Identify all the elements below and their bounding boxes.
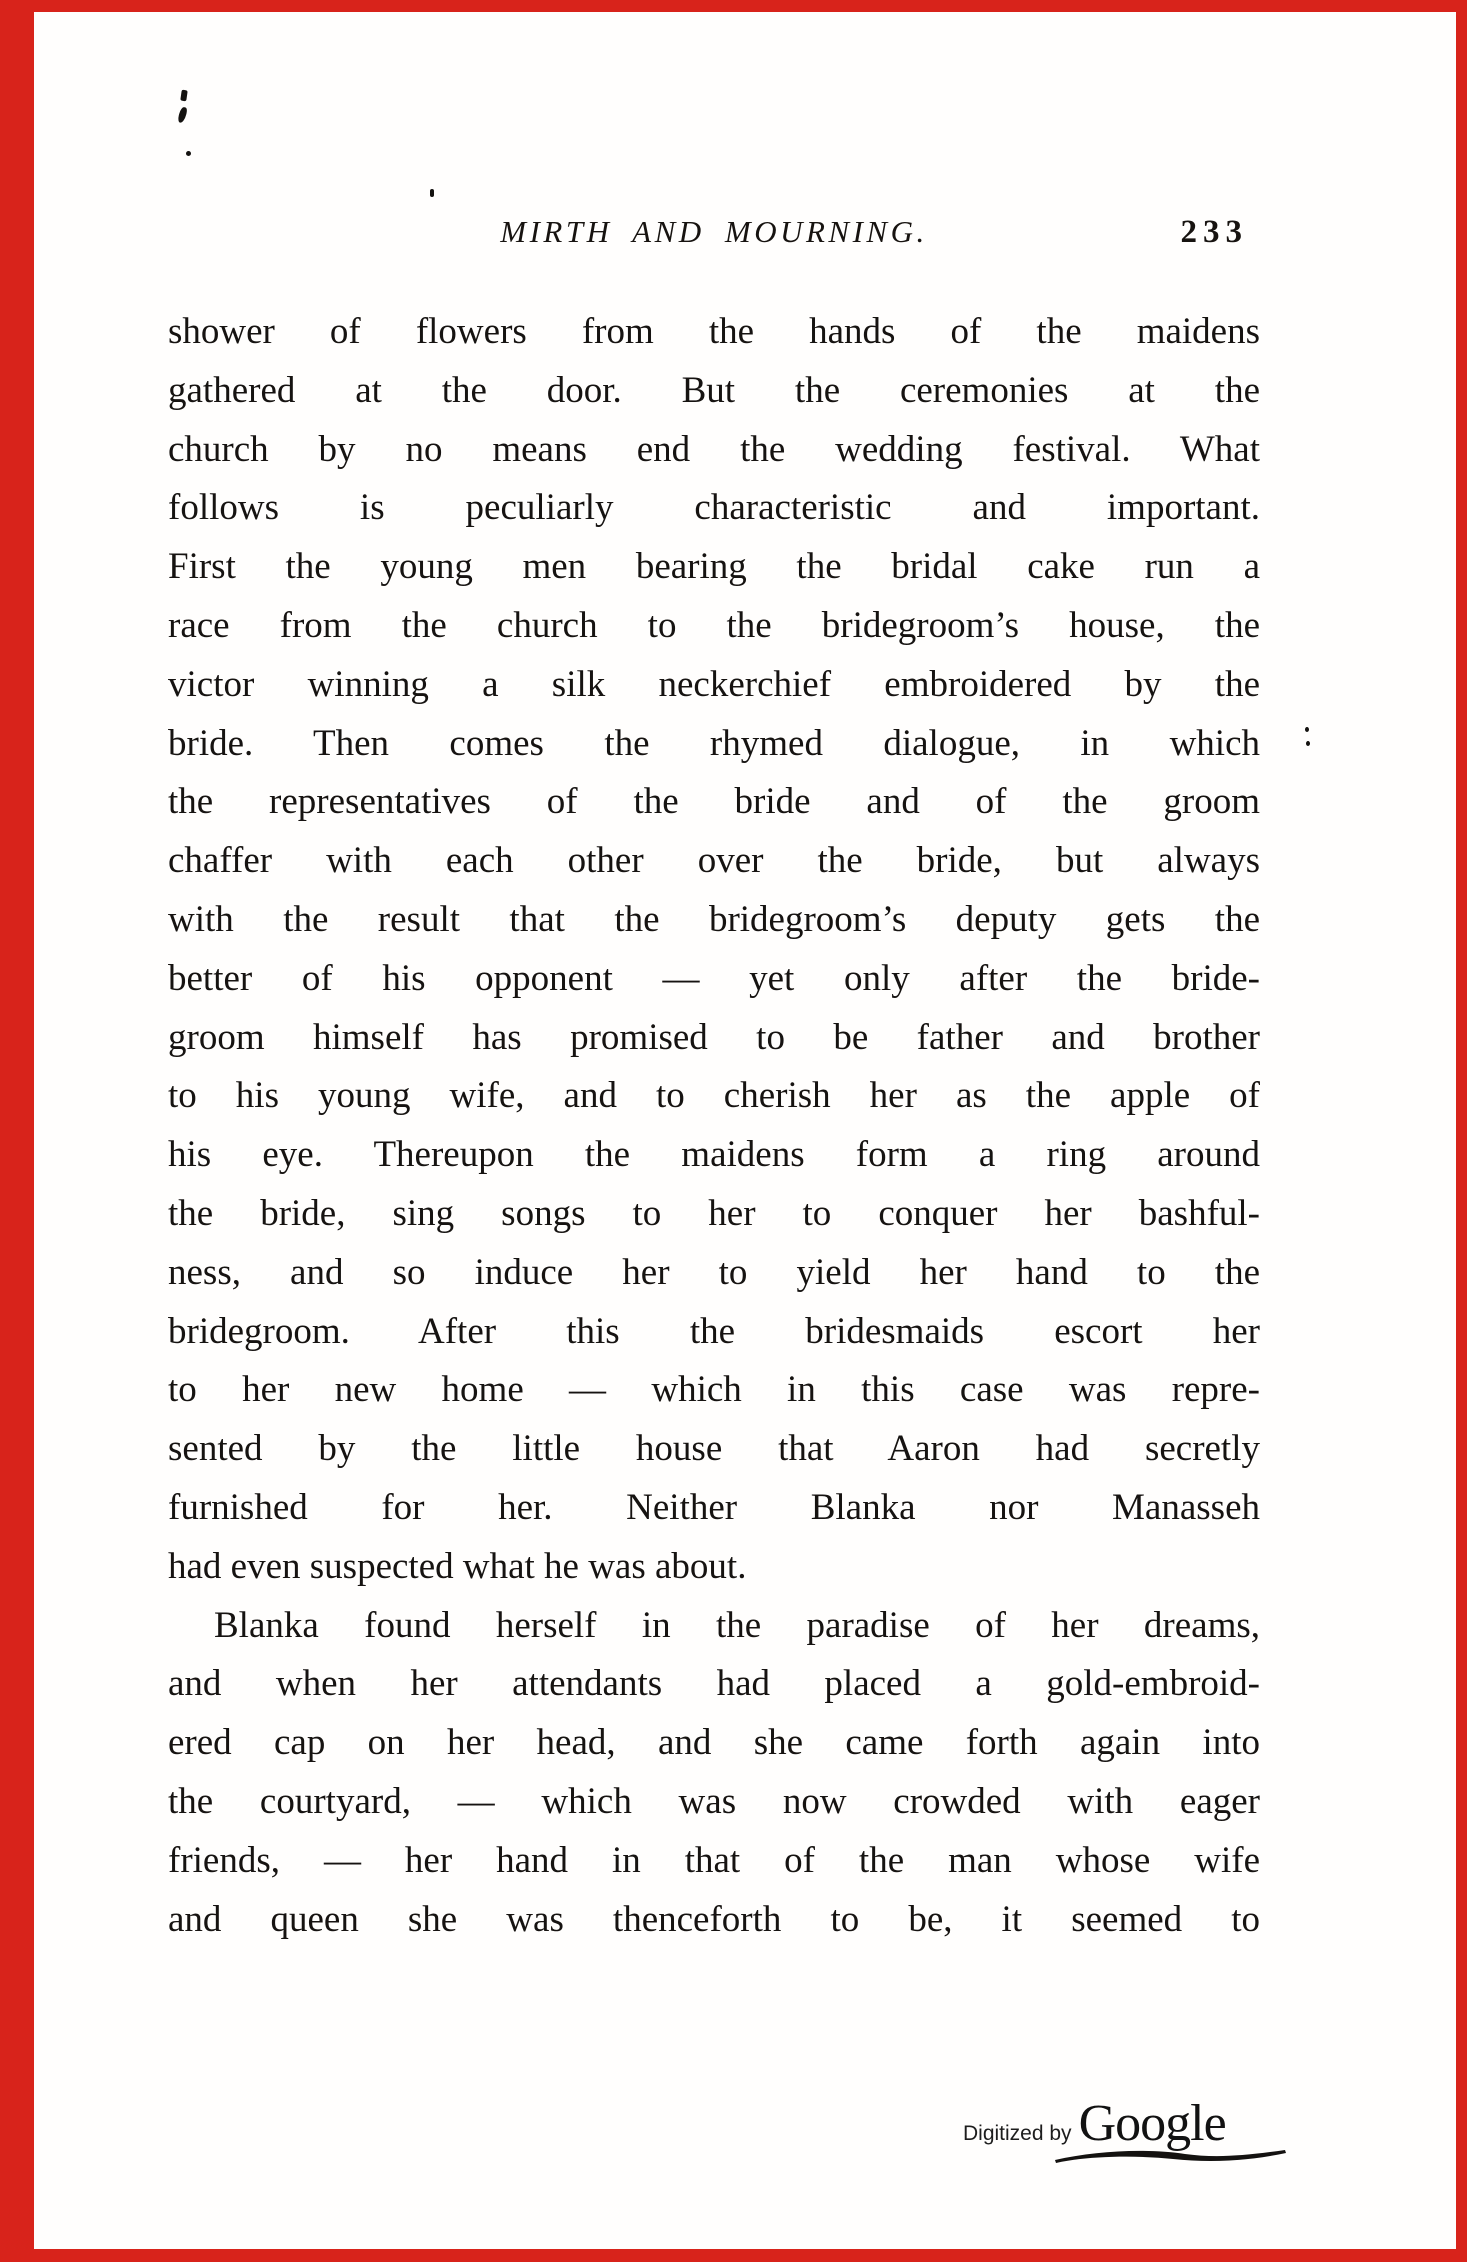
ink-speck: [1305, 727, 1309, 732]
google-underline-swash: [1053, 2146, 1288, 2166]
ink-speck: [1306, 741, 1310, 746]
digitized-by-label: Digitized by: [963, 2122, 1072, 2145]
text-line: bride. Then comes the rhymed dialogue, in which: [168, 722, 1260, 764]
text-line: race from the church to the bridegroom’s house, the: [168, 604, 1260, 646]
scan-edge-right: [1456, 0, 1467, 2262]
scan-edge-bottom: [0, 2249, 1467, 2262]
text-line: gathered at the door. But the ceremonies at the: [168, 369, 1260, 411]
text-line: the representatives of the bride and of the groom: [168, 781, 1260, 823]
text-line: and when her attendants had placed a gold-embroid-: [168, 1663, 1260, 1705]
text-line: had even suspected what he was about.: [168, 1545, 747, 1587]
ink-speck: [177, 106, 188, 123]
google-logo: Google: [1078, 2095, 1226, 2152]
ink-speck: [430, 189, 434, 197]
text-line: Blanka found herself in the paradise of her dreams,: [214, 1604, 1260, 1646]
text-line: his eye. Thereupon the maidens form a ring around: [168, 1134, 1260, 1176]
text-line: friends, — her hand in that of the man whose wife: [168, 1839, 1260, 1881]
text-line: groom himself has promised to be father and brother: [168, 1016, 1260, 1058]
text-line: chaffer with each other over the bride, but always: [168, 840, 1260, 882]
text-line: the courtyard, — which was now crowded with eager: [168, 1780, 1260, 1822]
text-line: church by no means end the wedding festival. What: [168, 428, 1260, 470]
text-line: furnished for her. Neither Blanka nor Manasseh: [168, 1486, 1260, 1528]
running-header: [168, 214, 1260, 260]
running-title: MIRTH AND MOURNING.: [500, 214, 928, 249]
text-line: to her new home — which in this case was repre-: [168, 1369, 1260, 1411]
scan-edge-top: [0, 0, 1467, 12]
digitized-footer: [963, 2094, 1226, 2153]
text-line: the bride, sing songs to her to conquer her bashful-: [168, 1192, 1260, 1234]
text-line: follows is peculiarly characteristic and important.: [168, 487, 1260, 529]
scan-edge-left: [0, 0, 34, 2262]
text-line: shower of flowers from the hands of the maidens: [168, 311, 1260, 352]
text-line: victor winning a silk neckerchief embroidered by the: [168, 663, 1260, 705]
text-line: with the result that the bridegroom’s deputy gets the: [168, 898, 1260, 940]
body-text: [168, 303, 1260, 1949]
text-line: sented by the little house that Aaron had secretly: [168, 1428, 1260, 1470]
text-line: to his young wife, and to cherish her as the apple of: [168, 1075, 1260, 1117]
text-line: bridegroom. After this the bridesmaids escort her: [168, 1310, 1260, 1352]
text-line: and queen she was thenceforth to be, it seemed to: [168, 1898, 1260, 1940]
text-line: ered cap on her head, and she came forth again into: [168, 1722, 1260, 1764]
text-line: better of his opponent — yet only after the bride-: [168, 957, 1260, 999]
text-line: First the young men bearing the bridal cake run a: [168, 546, 1260, 588]
ink-speck: [180, 90, 187, 102]
page-number: 233: [1180, 214, 1248, 250]
text-line: ness, and so induce her to yield her hand to the: [168, 1251, 1260, 1293]
ink-speck: [186, 151, 191, 156]
